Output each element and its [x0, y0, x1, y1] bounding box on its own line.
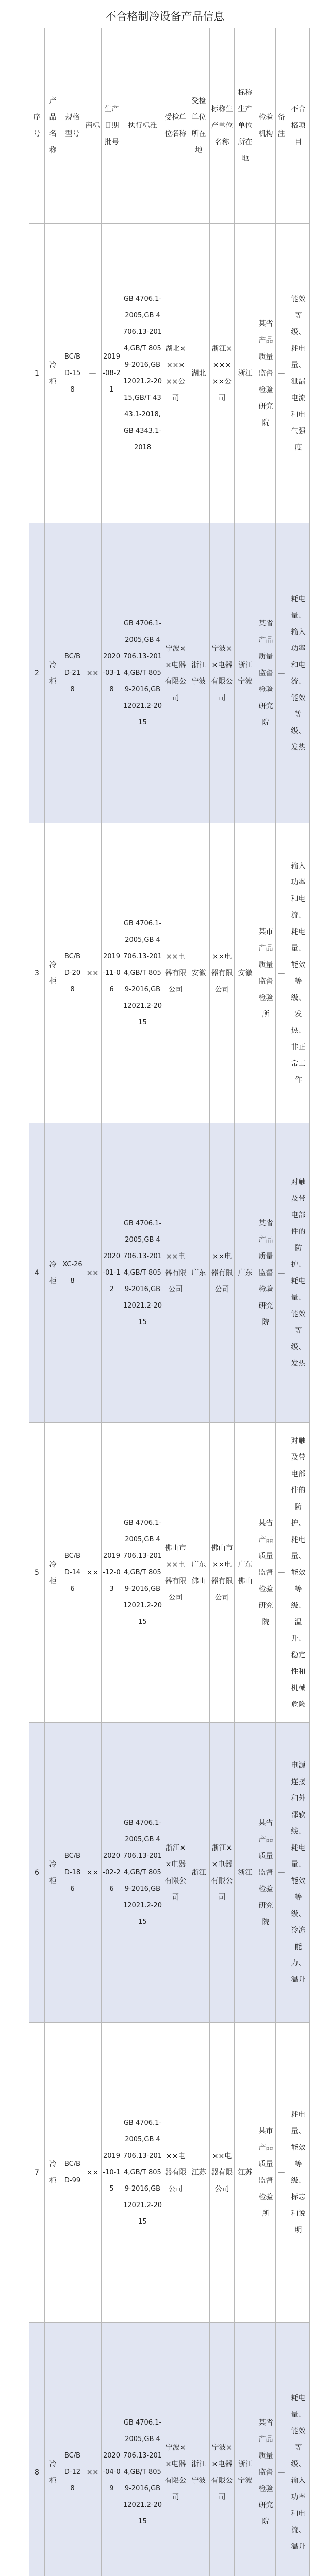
cell-product-name: 冷柜: [45, 2323, 61, 2576]
cell-inspected-unit: ××电器有限公司: [163, 823, 188, 1123]
cell-product-name: 冷柜: [45, 823, 61, 1123]
product-table-container: [29, 28, 309, 2576]
cell-manufacturer: ××电器有限公司: [210, 1123, 235, 1423]
cell-inspected-location: 广东: [188, 1123, 210, 1423]
cell-product-name: 冷柜: [45, 523, 61, 823]
cell-remark: —: [276, 2023, 287, 2323]
cell-brand: —: [84, 224, 102, 523]
cell-failed-items: 耗电量、输入功率和电流、能效等级、发热: [287, 523, 310, 823]
cell-production-date: 2020-04-09: [102, 2323, 122, 2576]
table-header-row: [29, 28, 310, 224]
cell-model: BC/BD-218: [61, 523, 84, 823]
cell-inspected-location: 浙江: [188, 1723, 210, 2023]
cell-inspected-unit: 宁波××电器有限公司: [163, 2323, 188, 2576]
cell-testing-agency: 某省产品质量监督检验研究院: [256, 1123, 276, 1423]
table-row: [29, 1123, 310, 1423]
cell-product-name: 冷柜: [45, 1123, 61, 1423]
column-header-brand: 商标: [84, 28, 102, 224]
cell-testing-agency: 某市产品质量监督检验所: [256, 823, 276, 1123]
cell-manufacturer: 宁波××电器有限公司: [210, 2323, 235, 2576]
cell-index: 1: [29, 224, 45, 523]
cell-manufacturer: 浙江××××××公司: [210, 224, 235, 523]
cell-manufacturer: 宁波××电器有限公司: [210, 523, 235, 823]
cell-brand: ××: [84, 2323, 102, 2576]
cell-remark: —: [276, 224, 287, 523]
column-header-remark: 备注: [276, 28, 287, 224]
cell-model: BC/BD-146: [61, 1423, 84, 1723]
cell-standard: GB 4706.1-2005,GB 4706.13-2014,GB/T 8059-2016,GB 12021.2-2015: [122, 1123, 163, 1423]
cell-standard: GB 4706.1-2005,GB 4706.13-2014,GB/T 8059-2016,GB 12021.2-2015: [122, 1423, 163, 1723]
table-row: [29, 523, 310, 823]
cell-standard: GB 4706.1-2005,GB 4706.13-2014,GB/T 8059-2016,GB 12021.2-2015: [122, 523, 163, 823]
cell-inspected-location: 湖北: [188, 224, 210, 523]
column-header-manufacturer-location: 标称生产单位所在地: [235, 28, 256, 224]
cell-product-name: 冷柜: [45, 1423, 61, 1723]
cell-inspected-location: 浙江宁波: [188, 523, 210, 823]
column-header-manufacturer: 标称生产单位名称: [210, 28, 235, 224]
cell-testing-agency: 某省产品质量监督检验研究院: [256, 1723, 276, 2023]
cell-manufacturer: 浙江××电器有限公司: [210, 1723, 235, 2023]
cell-inspected-unit: 湖北××××××公司: [163, 224, 188, 523]
cell-inspected-location: 广东佛山: [188, 1423, 210, 1723]
column-header-failed-items: 不合格项目: [287, 28, 310, 224]
cell-brand: ××: [84, 523, 102, 823]
cell-production-date: 2019-11-06: [102, 823, 122, 1123]
cell-model: XC-268: [61, 1123, 84, 1423]
cell-testing-agency: 某省产品质量监督检验研究院: [256, 1423, 276, 1723]
table-row: [29, 823, 310, 1123]
cell-index: 3: [29, 823, 45, 1123]
cell-manufacturer-location: 浙江宁波: [235, 2323, 256, 2576]
cell-brand: ××: [84, 1123, 102, 1423]
cell-index: 8: [29, 2323, 45, 2576]
cell-index: 7: [29, 2023, 45, 2323]
cell-production-date: 2019-12-03: [102, 1423, 122, 1723]
cell-remark: —: [276, 1123, 287, 1423]
cell-product-name: 冷柜: [45, 1723, 61, 2023]
cell-manufacturer: ××电器有限公司: [210, 823, 235, 1123]
cell-remark: —: [276, 2323, 287, 2576]
cell-inspected-location: 浙江宁波: [188, 2323, 210, 2576]
cell-production-date: 2019-10-15: [102, 2023, 122, 2323]
column-header-model: 规格型号: [61, 28, 84, 224]
cell-product-name: 冷柜: [45, 224, 61, 523]
cell-production-date: 2020-02-26: [102, 1723, 122, 2023]
cell-index: 4: [29, 1123, 45, 1423]
cell-remark: —: [276, 1723, 287, 2023]
cell-standard: GB 4706.1-2005,GB 4706.13-2014,GB/T 8059-2016,GB 12021.2-2015,GB/T 4343.1-2018,GB 4343.1-2018: [122, 224, 163, 523]
cell-model: BC/BD-99: [61, 2023, 84, 2323]
table-row: [29, 1723, 310, 2023]
cell-failed-items: 对触及带电部件的防护、耗电量、能效等级、发热: [287, 1123, 310, 1423]
cell-production-date: 2020-01-12: [102, 1123, 122, 1423]
cell-inspected-unit: ××电器有限公司: [163, 2023, 188, 2323]
cell-inspected-location: 安徽: [188, 823, 210, 1123]
cell-testing-agency: 某省产品质量监督检验研究院: [256, 523, 276, 823]
cell-manufacturer-location: 安徽: [235, 823, 256, 1123]
cell-remark: —: [276, 523, 287, 823]
cell-index: 2: [29, 523, 45, 823]
cell-model: BC/BD-158: [61, 224, 84, 523]
cell-manufacturer-location: 浙江: [235, 224, 256, 523]
cell-testing-agency: 某省产品质量监督检验研究院: [256, 224, 276, 523]
cell-failed-items: 能效等级、耗电量、泄漏电流和电气强度: [287, 224, 310, 523]
cell-index: 6: [29, 1723, 45, 2023]
column-header-production-date: 生产日期批号: [102, 28, 122, 224]
cell-model: BC/BD-128: [61, 2323, 84, 2576]
cell-standard: GB 4706.1-2005,GB 4706.13-2014,GB/T 8059-2016,GB 12021.2-2015: [122, 2323, 163, 2576]
cell-inspected-location: 江苏: [188, 2023, 210, 2323]
cell-production-date: 2019-08-21: [102, 224, 122, 523]
column-header-inspected-unit: 受检单位名称: [163, 28, 188, 224]
cell-inspected-unit: 浙江××电器有限公司: [163, 1723, 188, 2023]
cell-failed-items: 输入功率和电流、耗电量、能效等级、发热、非正常工作: [287, 823, 310, 1123]
page-title: 不合格制冷设备产品信息: [105, 10, 225, 23]
cell-remark: —: [276, 1423, 287, 1723]
cell-standard: GB 4706.1-2005,GB 4706.13-2014,GB/T 8059-2016,GB 12021.2-2015: [122, 823, 163, 1123]
cell-product-name: 冷柜: [45, 2023, 61, 2323]
cell-standard: GB 4706.1-2005,GB 4706.13-2014,GB/T 8059-2016,GB 12021.2-2015: [122, 2023, 163, 2323]
cell-manufacturer-location: 广东: [235, 1123, 256, 1423]
cell-brand: ××: [84, 2023, 102, 2323]
cell-manufacturer: 佛山市××电器有限公司: [210, 1423, 235, 1723]
table-row: [29, 2323, 310, 2576]
cell-manufacturer-location: 广东佛山: [235, 1423, 256, 1723]
cell-production-date: 2020-03-18: [102, 523, 122, 823]
cell-failed-items: 对触及带电部件的防护、耗电量、能效等级、温升、稳定性和机械危险: [287, 1423, 310, 1723]
cell-inspected-unit: 佛山市××电器有限公司: [163, 1423, 188, 1723]
column-header-product-name: 产品名称: [45, 28, 61, 224]
column-header-standard: 执行标准: [122, 28, 163, 224]
cell-manufacturer-location: 江苏: [235, 2023, 256, 2323]
cell-failed-items: 电源连接和外部软线、耗电量、能效等级、冷冻能力、温升: [287, 1723, 310, 2023]
cell-model: BC/BD-208: [61, 823, 84, 1123]
column-header-testing-agency: 检验机构: [256, 28, 276, 224]
cell-failed-items: 耗电量、能效等级、输入功率和电流、温升: [287, 2323, 310, 2576]
column-header-index: 序号: [29, 28, 45, 224]
cell-standard: GB 4706.1-2005,GB 4706.13-2014,GB/T 8059-2016,GB 12021.2-2015: [122, 1723, 163, 2023]
cell-model: BC/BD-186: [61, 1723, 84, 2023]
cell-manufacturer-location: 浙江宁波: [235, 523, 256, 823]
cell-index: 5: [29, 1423, 45, 1723]
table-row: [29, 1423, 310, 1723]
cell-brand: ××: [84, 1423, 102, 1723]
product-table: [29, 28, 310, 2576]
cell-failed-items: 耗电量、能效等级、标志和说明: [287, 2023, 310, 2323]
table-row: [29, 2023, 310, 2323]
cell-remark: —: [276, 823, 287, 1123]
table-row: [29, 224, 310, 523]
cell-testing-agency: 某省产品质量监督检验研究院: [256, 2323, 276, 2576]
cell-testing-agency: 某市产品质量监督检验所: [256, 2023, 276, 2323]
cell-inspected-unit: 宁波××电器有限公司: [163, 523, 188, 823]
cell-brand: ××: [84, 1723, 102, 2023]
column-header-inspected-location: 受检单位所在地: [188, 28, 210, 224]
cell-manufacturer: ××电器有限公司: [210, 2023, 235, 2323]
cell-brand: ××: [84, 823, 102, 1123]
cell-inspected-unit: ××电器有限公司: [163, 1123, 188, 1423]
cell-manufacturer-location: 浙江: [235, 1723, 256, 2023]
